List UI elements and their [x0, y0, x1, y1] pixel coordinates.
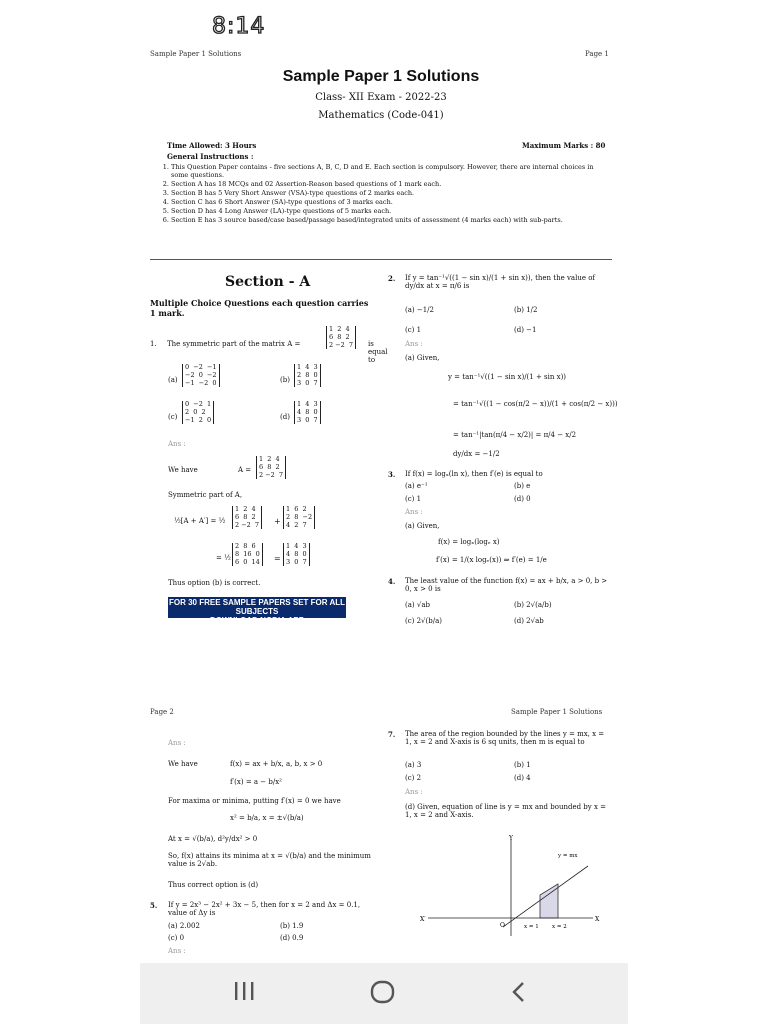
q1-result-sum: 2 8 6 8 16 0 6 0 14: [232, 543, 263, 566]
q7-solution: (d) Given, equation of line is y = mx and bounded by x = 1, x = 2 and X-axis.: [405, 803, 607, 819]
q7-option-a: (a) 3: [405, 761, 422, 769]
plus-sign: +: [274, 517, 281, 526]
instruction-item: 3. Section B has 5 Very Short Answer (VSA)-type questions of 2 marks each.: [171, 189, 610, 197]
q4-at-x: At x = √(b/a), d²y/dx² > 0: [168, 835, 258, 843]
q1-option-c-label: (c): [168, 413, 178, 421]
q1-option-a-matrix: 0 −2 −1 −2 0 −2 −1 −2 0: [182, 364, 220, 387]
q3-option-b: (b) e: [514, 482, 531, 490]
q1-option-a-label: (a): [168, 376, 178, 384]
banner-line2: DOWNLOAD NODIA APP: [209, 616, 305, 625]
q5-option-a: (a) 2.002: [168, 922, 200, 930]
q2-step3: = tan⁻¹|tan(π/4 − x/2)| = π/4 − x/2: [453, 431, 577, 439]
q4-so-text: So, f(x) attains its minima at x = √(b/a) and the minimum value is 2√ab.: [168, 852, 371, 868]
q1-ans-label: Ans :: [168, 440, 186, 448]
instruction-item: 2. Section A has 18 MCQs and 02 Assertion-Reason based questions of 1 mark each.: [171, 180, 610, 188]
mcq-heading: Multiple Choice Questions each question carries 1 mark.: [150, 298, 369, 318]
q3-number: 3.: [388, 470, 396, 479]
q1-text: The symmetric part of the matrix A =: [167, 340, 301, 348]
instruction-item: 5. Section D has 4 Long Answer (LA)-type questions of 5 marks each.: [171, 207, 610, 215]
q7-ans-label: Ans :: [405, 788, 423, 796]
q1-symmetric-part: Symmetric part of A,: [168, 491, 243, 499]
time-allowed: Time Allowed: 3 Hours: [167, 141, 257, 150]
y-axis-label: Y: [509, 835, 513, 842]
q1-option-d-matrix: 1 4 3 4 8 0 3 0 7: [294, 401, 321, 424]
q3-option-a: (a) e⁻¹: [405, 482, 428, 490]
q5-ans-label: Ans :: [168, 947, 186, 955]
q1-half-sum: ½[A + A′] = ½: [174, 517, 226, 525]
status-time: 8:14: [212, 14, 266, 39]
q2-number: 2.: [388, 274, 396, 283]
banner-line1: FOR 30 FREE SAMPLE PAPERS SET FOR ALL SUBJECTS: [168, 598, 346, 616]
q4-option-c: (c) 2√(b/a): [405, 617, 442, 625]
q4-option-b: (b) 2√(a/b): [514, 601, 552, 609]
q1-number: 1.: [150, 340, 157, 348]
q3-option-d: (d) 0: [514, 495, 531, 503]
instruction-item: 4. Section C has 6 Short Answer (SA)-type questions of 3 marks each.: [171, 198, 610, 206]
x2-label: x = 2: [552, 924, 567, 930]
instructions-list: [155, 162, 610, 225]
q2-option-a: (a) −1/2: [405, 306, 434, 314]
q1-option-b-matrix: 1 4 3 2 8 0 3 0 7: [294, 364, 321, 387]
q3-text: If f(x) = logₓ(ln x), then f′(e) is equal to: [405, 470, 543, 478]
q1-sum-a: 1 2 4 6 8 2 2 −2 7: [232, 506, 262, 529]
q4-eq1: f(x) = ax + b/x, a, b, x > 0: [230, 760, 323, 768]
q7-text: The area of the region bounded by the lines y = mx, x = 1, x = 2 and X-axis is 6 sq units, then m is equal to: [405, 730, 605, 746]
q7-option-d: (d) 4: [514, 774, 531, 782]
q3-given: (a) Given,: [405, 522, 440, 530]
q4-option-a: (a) √ab: [405, 601, 430, 609]
page2-header-left: Page 2: [150, 708, 174, 716]
instructions-heading: General Instructions :: [167, 152, 254, 161]
q1-option-b-label: (b): [280, 376, 290, 384]
q5-option-c: (c) 0: [168, 934, 185, 942]
q2-step4: dy/dx = −1/2: [453, 450, 500, 458]
q1-option-d-label: (d): [280, 413, 290, 421]
q1-text-b: is equal to: [368, 340, 388, 364]
q5-option-b: (b) 1.9: [280, 922, 304, 930]
q4-ans-label: Ans :: [168, 739, 186, 747]
q1-result-matrix: 1 4 3 4 8 0 3 0 7: [283, 543, 310, 566]
section-title: Section - A: [225, 274, 311, 290]
instruction-item: 1. This Question Paper contains - five sections A, B, C, D and E. Each section is compulsory. However, there are internal choices in some questions.: [171, 163, 610, 179]
equals-sign: =: [274, 554, 281, 563]
q4-text: The least value of the function f(x) = ax + b/x, a > 0, b > 0, x > 0 is: [405, 577, 608, 593]
download-app-banner[interactable]: [168, 597, 346, 625]
q2-option-b: (b) 1/2: [514, 306, 538, 314]
page1-header-left: Sample Paper 1 Solutions: [150, 50, 242, 58]
q3-ans-label: Ans :: [405, 508, 423, 516]
exam-class: Class- XII Exam - 2022-23: [315, 92, 447, 103]
q4-eq3: x² = b/a, x = ±√(b/a): [230, 814, 304, 822]
q2-option-c: (c) 1: [405, 326, 422, 334]
q2-step1: y = tan⁻¹√((1 − sin x)/(1 + sin x)): [448, 373, 567, 381]
q5-option-d: (d) 0.9: [280, 934, 304, 942]
q5-text: If y = 2x³ − 2x² + 3x − 5, then for x = 2 and Δx = 0.1, value of Δy is: [168, 901, 361, 917]
q2-step2: = tan⁻¹√((1 − cos(π/2 − x))/(1 + cos(π/2 − x))): [453, 400, 618, 408]
q2-ans-label: Ans :: [405, 340, 423, 348]
q1-a-matrix: 1 2 4 6 8 2 2 −2 7: [256, 456, 286, 479]
q1-a-eq: A =: [238, 466, 252, 474]
q4-eq2: f′(x) = a − b/x²: [230, 778, 282, 786]
area-diagram: [418, 832, 608, 942]
x1-label: x = 1: [524, 924, 539, 930]
q4-maxima-text: For maxima or minima, putting f′(x) = 0 we have: [168, 797, 341, 805]
instruction-item: 6. Section E has 3 source based/case based/passage based/integrated units of assessment (4 marks each) with sub-parts.: [171, 216, 610, 224]
page1-header-right: Page 1: [585, 50, 609, 58]
equals-half: = ½: [216, 554, 231, 562]
q4-correct: Thus correct option is (d): [168, 881, 259, 889]
q1-matrix: 1 2 4 6 8 2 2 −2 7: [326, 326, 356, 349]
back-icon[interactable]: [510, 980, 528, 1008]
q2-option-d: (d) −1: [514, 326, 537, 334]
q4-option-d: (d) 2√ab: [514, 617, 544, 625]
max-marks: Maximum Marks : 80: [522, 141, 606, 150]
q4-number: 4.: [388, 577, 396, 586]
q2-given: (a) Given,: [405, 354, 440, 362]
origin-label: O: [500, 922, 505, 929]
q3-step1: f(x) = logₓ(logₑ x): [438, 538, 500, 546]
q2-text: If y = tan⁻¹√((1 − sin x)/(1 + sin x)), then the value of dy/dx at x = π/6 is: [405, 274, 595, 290]
page2-header-right: Sample Paper 1 Solutions: [511, 708, 603, 716]
q1-sum-transpose: 1 6 2 2 8 −2 4 2 7: [283, 506, 315, 529]
q7-option-c: (c) 2: [405, 774, 422, 782]
home-icon[interactable]: [370, 980, 396, 1008]
recents-icon[interactable]: [232, 980, 256, 1006]
q1-option-c-matrix: 0 −2 1 2 0 2 −1 2 0: [182, 401, 214, 424]
q7-option-b: (b) 1: [514, 761, 531, 769]
q4-we-have: We have: [168, 760, 198, 768]
x-neg-label: X′: [420, 916, 426, 923]
page-title: Sample Paper 1 Solutions: [282, 68, 480, 85]
q5-number: 5.: [150, 901, 158, 910]
q1-we-have: We have: [168, 466, 198, 474]
q3-step2: f′(x) = 1/(x logₑ(x)) ⇒ f′(e) = 1/e: [436, 556, 547, 564]
x-axis-label: X: [595, 916, 600, 923]
line-label: y = mx: [558, 853, 578, 859]
q3-option-c: (c) 1: [405, 495, 422, 503]
divider: [150, 259, 612, 260]
q7-number: 7.: [388, 730, 396, 739]
exam-subject: Mathematics (Code-041): [318, 110, 444, 121]
q1-conclusion: Thus option (b) is correct.: [168, 579, 261, 587]
